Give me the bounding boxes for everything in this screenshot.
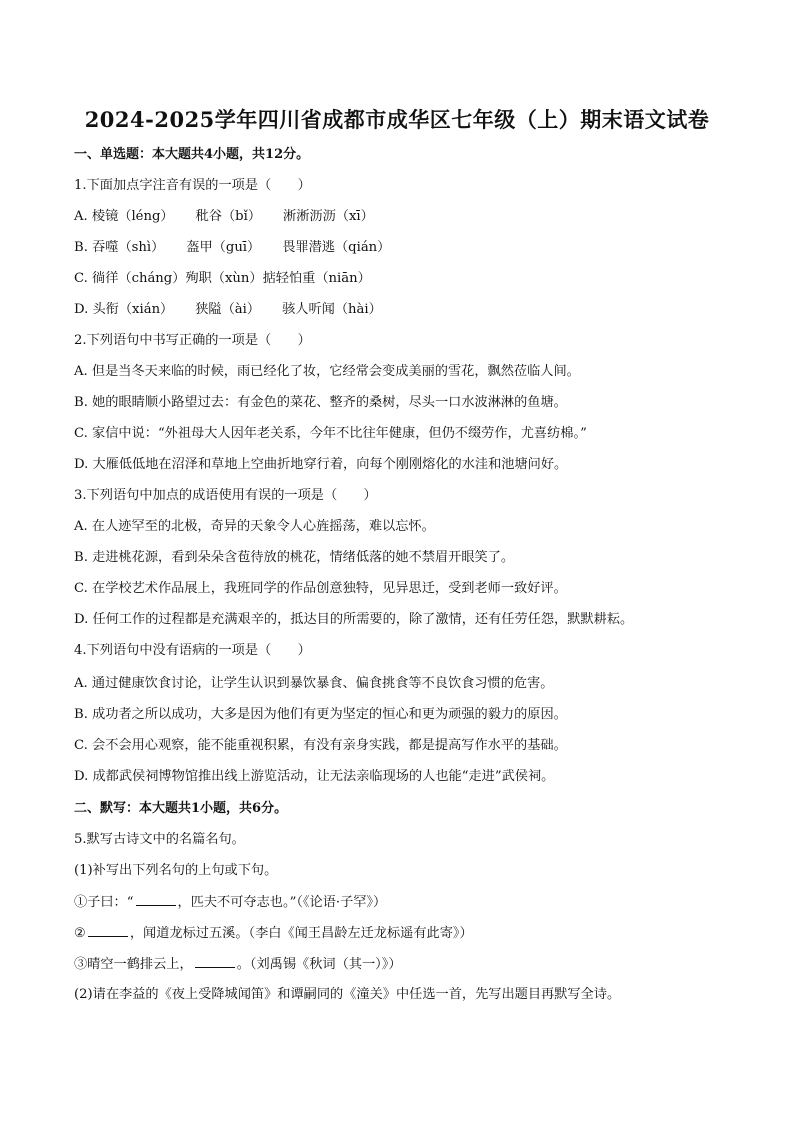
option-text: 骇人听闻（hài）: [282, 302, 382, 317]
section-heading-2: 二、默写：本大题共1小题，共6分。: [74, 801, 288, 816]
question-3-option-b: B. 走进桃花源，看到朵朵含苞待放的桃花，情绪低落的她不禁眉开眼笑了。: [74, 550, 515, 565]
question-1-option-b: [74, 239, 390, 257]
option-text: 淅淅沥沥（xī）: [283, 209, 374, 224]
item-prefix: ③晴空一鹤排云上，: [74, 957, 193, 972]
question-1-stem: 1.下面加点字注音有误的一项是（ ）: [74, 178, 311, 193]
question-2-stem: 2.下列语句中书写正确的一项是（ ）: [74, 333, 311, 348]
question-1-option-d: [74, 301, 382, 319]
item-suffix: ，闻道龙标过五溪。（李白《闻王昌龄左迁龙标遥有此寄》）: [129, 926, 473, 941]
question-4-option-d: D. 成都武侯祠博物馆推出线上游览活动，让无法亲临现场的人也能“走进”武侯祠。: [74, 769, 555, 784]
option-text: D. 头衔（xián）: [74, 302, 174, 317]
option-text: 盔甲（guī）: [186, 240, 261, 255]
item-prefix: ①子曰：“: [74, 895, 134, 910]
option-text: 狭隘（ài）: [195, 302, 261, 317]
question-3-option-a: A. 在人迹罕至的北极，奇异的天象令人心旌摇荡，难以忘怀。: [74, 519, 435, 534]
option-text: B. 吞噬（shì）: [74, 240, 165, 255]
question-1-option-c: C. 徜徉（cháng）殉职（xùn）掂轻怕重（niān）: [74, 271, 371, 286]
question-3-option-d: D. 任何工作的过程都是充满艰辛的，抵达目的所需要的，除了激情，还有任劳任怨，默默耕耘。: [74, 612, 634, 627]
item-suffix: 。（刘禹锡《秋词（其一）》）: [236, 957, 402, 972]
question-2-option-a: A. 但是当冬天来临的时候，雨已经化了妆，它经常会变成美丽的雪花，飘然莅临人间。: [74, 364, 580, 379]
item-suffix: ，匹夫不可夺志也。”（《论语·子罕》）: [177, 895, 387, 910]
question-5-part-2: (2)请在李益的《夜上受降城闻笛》和谭嗣同的《潼关》中任选一首，先写出题目再默写全诗。: [74, 987, 621, 1002]
page-title: 2024-2025学年四川省成都市成华区七年级（上）期末语文试卷: [84, 107, 710, 132]
question-4-option-c: C. 会不会用心观察，能不能重视积累，有没有亲身实践，都是提高写作水平的基础。: [74, 738, 567, 753]
section-heading-1: 一、单选题：本大题共4小题，共12分。: [74, 147, 310, 162]
answer-blank: [195, 955, 235, 968]
question-5-item-1: [74, 893, 386, 912]
answer-blank: [88, 924, 128, 937]
question-4-stem: 4.下列语句中没有语病的一项是（ ）: [74, 643, 311, 658]
answer-blank: [136, 893, 176, 906]
question-4-option-a: A. 通过健康饮食讨论，让学生认识到暴饮暴食、偏食挑食等不良饮食习惯的危害。: [74, 676, 554, 691]
option-text: 畏罪潜逃（qián）: [282, 240, 391, 255]
question-2-option-c: C. 家信中说：“外祖母大人因年老关系，今年不比往年健康，但仍不缀劳作，尤喜纺棉。”: [74, 426, 587, 441]
question-2-option-d: D. 大雁低低地在沼泽和草地上空曲折地穿行着，向每个刚刚熔化的水洼和池塘问好。: [74, 457, 568, 472]
option-text: 秕谷（bǐ）: [195, 209, 262, 224]
question-1-option-a: [74, 208, 374, 226]
question-5-item-3: [74, 955, 402, 974]
question-3-stem: 3.下列语句中加点的成语使用有误的一项是（ ）: [74, 488, 377, 503]
option-text: A. 棱镜（léng）: [74, 209, 174, 224]
question-5-part-1: (1)补写出下列名句的上句或下句。: [74, 863, 278, 878]
question-3-option-c: C. 在学校艺术作品展上，我班同学的作品创意独特，见异思迁，受到老师一致好评。: [74, 581, 567, 596]
question-5-stem: 5.默写古诗文中的名篇名句。: [74, 832, 245, 847]
item-prefix: ②: [74, 926, 86, 941]
question-2-option-b: B. 她的眼睛顺小路望过去：有金色的菜花、整齐的桑树，尽头一口水波淋淋的鱼塘。: [74, 395, 567, 410]
question-5-item-2: [74, 924, 473, 943]
question-4-option-b: B. 成功者之所以成功，大多是因为他们有更为坚定的恒心和更为顽强的毅力的原因。: [74, 707, 567, 722]
